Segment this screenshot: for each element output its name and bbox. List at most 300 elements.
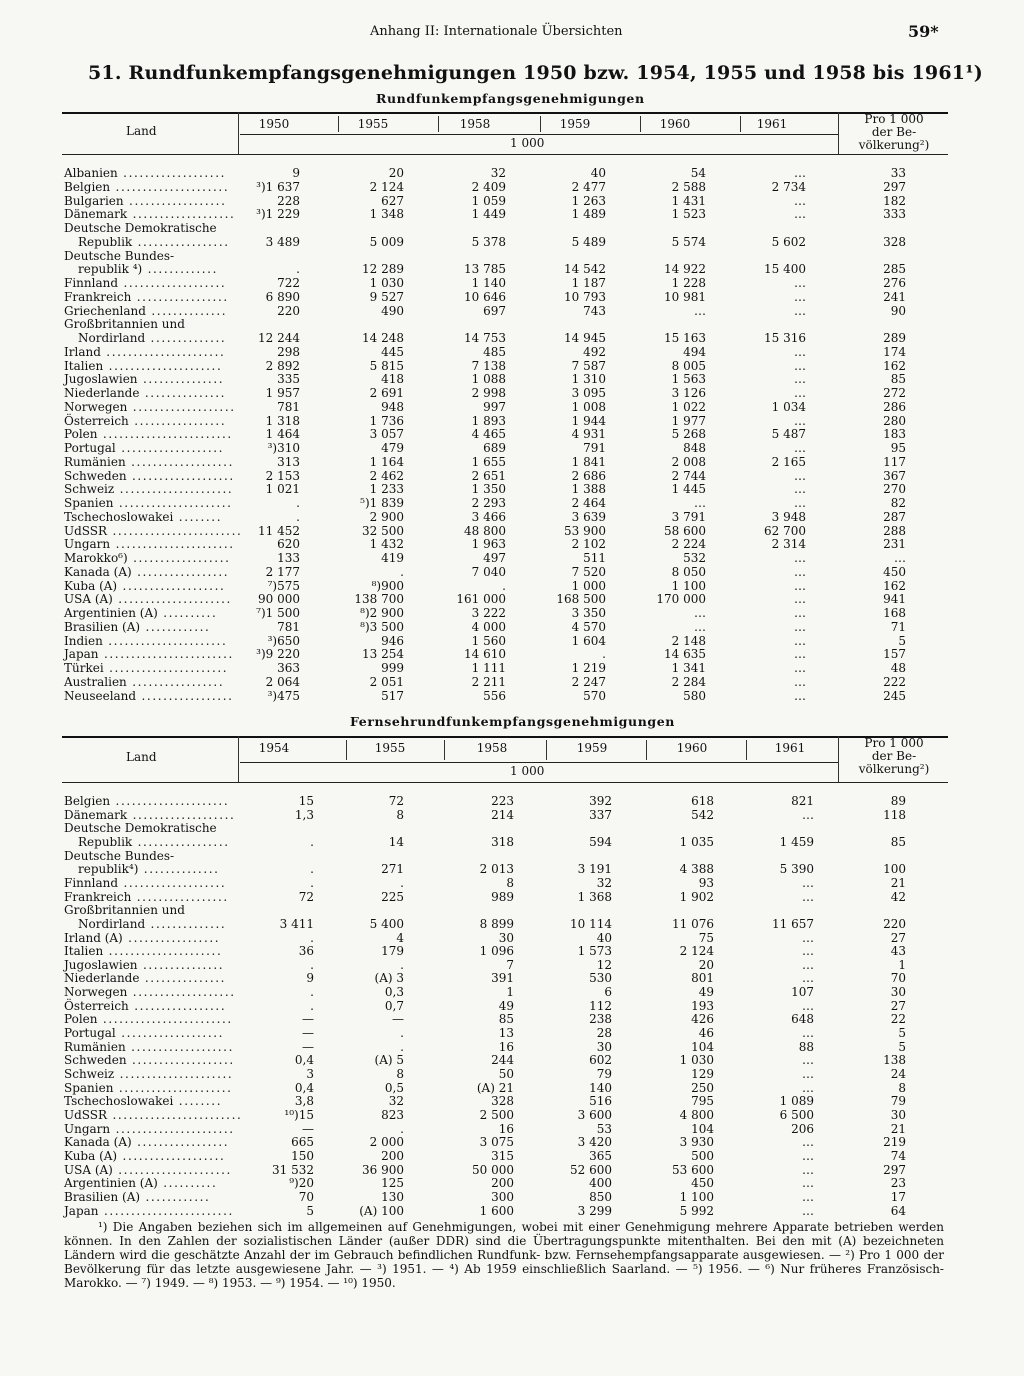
table-cell: 492	[583, 344, 606, 359]
table-cell: 2 462	[369, 468, 404, 483]
table-cell: 1 841	[571, 454, 606, 469]
table-cell: 2 224	[671, 537, 706, 552]
table-cell: 250	[691, 1080, 714, 1095]
country-name: Griechenland	[64, 303, 146, 318]
country-label	[64, 808, 235, 822]
table-cell: 27	[890, 930, 906, 945]
table-cell: .	[602, 647, 606, 662]
table-cell: 32	[596, 875, 612, 890]
table-cell: …	[794, 674, 806, 689]
table-cell: 14 753	[464, 331, 506, 345]
country-name: Indien	[64, 633, 103, 648]
table-cell: 8	[506, 875, 514, 890]
country-name: Brasilien (A)	[64, 1189, 141, 1204]
country-name: Jugoslawien	[64, 372, 138, 387]
country-name: Republik	[78, 834, 133, 849]
column-rule	[338, 116, 339, 132]
country-name: Österreich	[64, 413, 129, 428]
table-cell: 79	[596, 1067, 612, 1081]
table-cell: 1 228	[671, 276, 706, 290]
table-cell: .	[296, 496, 300, 510]
table-cell: …	[794, 207, 806, 222]
country-label	[78, 235, 230, 249]
country-name: Albanien	[64, 166, 118, 180]
country-name: Spanien	[64, 1080, 114, 1095]
table-cell: 1 263	[571, 193, 606, 208]
table-cell: 200	[491, 1176, 514, 1191]
leader-dots: ..............	[145, 916, 227, 931]
year-header: 1958	[459, 117, 491, 131]
table-cell: 289	[883, 331, 906, 345]
table-cell: 3 791	[671, 509, 706, 524]
table-cell: 3	[306, 1067, 314, 1081]
leader-dots: ..............	[145, 303, 228, 318]
leader-dots: ..........	[157, 606, 218, 620]
table-cell: 0,4	[294, 1080, 314, 1095]
leader-dots: .....................	[113, 496, 233, 510]
table-cell: 5 992	[679, 1203, 714, 1218]
table-cell: 1 560	[471, 633, 506, 648]
table-cell: 1 348	[369, 207, 404, 222]
table-cell: 79	[890, 1094, 906, 1109]
table-cell: 335	[277, 372, 300, 387]
table-cell: 941	[883, 592, 906, 607]
table-cell: 222	[883, 674, 906, 689]
country-name: republik⁴)	[78, 862, 139, 877]
table-cell: 49	[698, 985, 714, 1000]
country-label	[64, 317, 185, 331]
table-cell: 5 489	[571, 234, 606, 249]
country-label	[64, 510, 222, 524]
table-cell: ⁷)1 500	[256, 606, 300, 620]
table-cell: 1 893	[471, 413, 506, 428]
table-cell: —	[302, 1121, 314, 1136]
table-cell: 315	[491, 1148, 514, 1163]
table-cell: 627	[381, 193, 404, 208]
table-cell: …	[794, 303, 806, 318]
table-cell: 14	[388, 834, 404, 849]
table-cell: 8	[396, 807, 404, 822]
table-cell: 1 187	[571, 276, 606, 290]
table-cell: 220	[883, 916, 906, 931]
country-name: Ungarn	[64, 537, 111, 552]
table-cell: 1 059	[471, 193, 506, 208]
table-cell: 82	[890, 496, 906, 510]
country-label	[64, 482, 233, 496]
table-cell: 271	[381, 862, 404, 877]
country-label	[64, 180, 229, 194]
table-cell: 313	[277, 454, 300, 469]
column-rule	[640, 116, 641, 132]
table-cell: 1 111	[471, 661, 506, 675]
table-cell: …	[802, 971, 814, 986]
table-cell: 367	[883, 468, 906, 483]
country-name: Italien	[64, 944, 104, 959]
country-label	[64, 441, 224, 455]
table-cell: 10 646	[464, 289, 506, 304]
country-label	[64, 372, 224, 386]
country-name: Österreich	[64, 998, 129, 1013]
country-name: Jugoslawien	[64, 957, 138, 972]
country-name: Norwegen	[64, 985, 128, 1000]
table-cell: 71	[890, 619, 906, 634]
table-cell: 214	[491, 807, 514, 822]
table-cell: …	[694, 606, 706, 620]
table-cell: 32 500	[362, 523, 404, 538]
table-cell: 1 233	[369, 482, 404, 497]
table-cell: 14 635	[664, 647, 706, 662]
country-name: Kanada (A)	[64, 1135, 132, 1150]
table-cell: 1 089	[779, 1094, 814, 1109]
table-cell: 2 734	[771, 179, 806, 194]
table-cell: 75	[698, 930, 714, 945]
leader-dots: .....................	[112, 1162, 232, 1177]
leader-dots: ......................	[110, 537, 235, 552]
country-label	[64, 290, 229, 304]
table-cell: 138 700	[354, 592, 404, 607]
leader-dots: ........................	[98, 1203, 234, 1218]
table-cell: 9	[306, 971, 314, 986]
table-cell: 4	[396, 930, 404, 945]
table-cell: …	[694, 619, 706, 634]
table-cell: 419	[381, 551, 404, 565]
leader-dots: .................	[131, 289, 229, 304]
table-cell: 4 570	[571, 619, 606, 634]
table-cell: 3 948	[771, 509, 806, 524]
country-label	[64, 675, 224, 689]
table-title: 51. Rundfunkempfangsgenehmigungen 1950 bzw. 1954, 1955 und 1958 bis 1961¹)	[88, 62, 983, 84]
country-name: Türkei	[64, 661, 104, 675]
country-label	[64, 537, 235, 551]
table-cell: 1 944	[571, 413, 606, 428]
section-title-text: Fernsehrundfunkempfangsgenehmigungen	[350, 714, 675, 729]
table-cell: 5 487	[771, 427, 806, 442]
table-cell: 3 466	[471, 509, 506, 524]
country-name: Australien	[64, 674, 127, 689]
country-label	[64, 985, 236, 999]
table-cell: 946	[381, 633, 404, 648]
leader-dots: .....................	[103, 944, 223, 959]
table-cell: 1 035	[679, 834, 714, 849]
leader-dots: .................	[122, 930, 221, 945]
leader-dots: ...................	[127, 807, 236, 822]
country-label	[64, 166, 226, 180]
country-name: Portugal	[64, 1026, 116, 1041]
table-cell: 8	[396, 1067, 404, 1081]
table-cell: ³)9 220	[256, 647, 300, 662]
table-cell: …	[794, 441, 806, 455]
table-cell: …	[802, 1053, 814, 1068]
table-cell: 3 420	[577, 1135, 612, 1150]
country-label	[64, 551, 231, 565]
leader-dots: ...................	[127, 985, 236, 1000]
table-cell: 0,4	[294, 1053, 314, 1068]
footnotes	[64, 1220, 944, 1290]
table-cell: 2 998	[471, 386, 506, 400]
table-cell: ⁹)20	[289, 1176, 314, 1191]
year-header: 1959	[559, 117, 591, 131]
country-label	[64, 579, 225, 593]
table-cell: .	[310, 875, 314, 890]
country-name: USA (A)	[64, 592, 113, 607]
table-cell: 392	[589, 794, 612, 808]
country-label	[64, 565, 229, 579]
country-label	[64, 661, 228, 675]
country-name: Tschechoslowakei	[64, 1094, 174, 1109]
table-cell: (A) 100	[359, 1203, 404, 1218]
table-cell: …	[694, 496, 706, 510]
table-cell: 445	[381, 344, 404, 359]
table-cell: .	[310, 862, 314, 877]
year-header: 1955	[357, 117, 389, 131]
table-cell: 3 639	[571, 509, 606, 524]
table-cell: 15 316	[764, 331, 806, 345]
table-cell: .	[400, 875, 404, 890]
leader-dots: .................	[131, 1135, 230, 1150]
table-cell: 1 030	[369, 276, 404, 290]
table-cell: 298	[277, 344, 300, 359]
country-name: Argentinien (A)	[64, 1176, 158, 1191]
country-label	[64, 794, 229, 808]
table-cell: …	[794, 551, 806, 565]
table-cell: 297	[883, 1162, 906, 1177]
country-label	[64, 958, 224, 972]
table-cell: 162	[883, 358, 906, 373]
table-cell: 219	[883, 1135, 906, 1150]
leader-dots: ......................	[100, 344, 226, 359]
table-cell: 5	[306, 1203, 314, 1218]
leader-dots: ........	[173, 1094, 223, 1109]
country-label	[64, 1067, 233, 1081]
year-header: 1955	[374, 741, 406, 755]
table-cell: 516	[589, 1094, 612, 1109]
table-cell: 270	[883, 482, 906, 497]
table-cell: 791	[583, 441, 606, 455]
table-cell: 418	[381, 372, 404, 387]
table-cell: 1 432	[369, 537, 404, 552]
table-cell: 11 076	[672, 916, 714, 931]
table-cell: 2 153	[265, 468, 300, 483]
table-cell: 30	[890, 1107, 906, 1122]
table-cell: 2 409	[471, 179, 506, 194]
country-name: Norwegen	[64, 399, 128, 414]
table-cell: 288	[883, 523, 906, 538]
table-cell: 5 009	[369, 234, 404, 249]
table-cell: 104	[691, 1039, 714, 1054]
table-cell: 5	[898, 633, 906, 648]
table-cell: 3 191	[577, 862, 612, 877]
table-cell: …	[794, 592, 806, 607]
leader-dots: ...............	[137, 957, 225, 972]
table-cell: 328	[491, 1094, 514, 1109]
column-rule	[838, 736, 839, 782]
table-cell: 7 138	[471, 358, 506, 373]
table-cell: 689	[483, 441, 506, 455]
leader-dots: .................	[128, 998, 227, 1013]
table-cell: 297	[883, 179, 906, 194]
table-cell: 85	[890, 372, 906, 387]
table-cell: 244	[491, 1053, 514, 1068]
table-cell: ⁸)3 500	[360, 619, 404, 634]
table-cell: .	[296, 262, 300, 277]
table-cell: 1 523	[671, 207, 706, 222]
table-cell: 238	[589, 1012, 612, 1027]
table-cell: 365	[589, 1148, 612, 1163]
table-cell: 193	[691, 998, 714, 1013]
leader-dots: .....................	[113, 1080, 233, 1095]
table-cell: …	[802, 875, 814, 890]
country-name: Dänemark	[64, 807, 128, 822]
leader-dots: .....................	[110, 794, 230, 808]
leader-dots: .................	[131, 564, 230, 579]
country-name: UdSSR	[64, 523, 108, 538]
table-cell: 1 464	[265, 427, 300, 442]
country-label	[64, 944, 222, 958]
country-name: Ungarn	[64, 1121, 111, 1136]
country-name: UdSSR	[64, 1107, 108, 1122]
table-cell: 42	[890, 889, 906, 904]
table-cell: 272	[883, 386, 906, 400]
table-cell: .	[310, 930, 314, 945]
table-cell: 3 600	[577, 1107, 612, 1122]
table-cell: 2 211	[471, 674, 506, 689]
table-cell: 1 350	[471, 482, 506, 497]
table-cell: 90 000	[258, 592, 300, 607]
table-cell: 9 527	[369, 289, 404, 304]
table-cell: 10 981	[664, 289, 706, 304]
leader-dots: ...................	[126, 1053, 235, 1068]
table-cell: 2 691	[369, 386, 404, 400]
table-cell: 179	[381, 944, 404, 959]
table-cell: 107	[791, 985, 814, 1000]
leader-dots: ...................	[115, 1026, 225, 1041]
footnote-text: ¹) Die Angaben beziehen sich im allgemeinen auf Genehmigungen, wobei mit einer Genehmigung mehrere Apparate betrieben werden können. In den Zahlen der sozialistischen Länder (außer DDR) sind die Übertragungspunkte mitenthalten. Bei den mit (A) bezeichneten Ländern wird die geschätzte Anzahl der im Gebrauch befindlichen Rundfunk- bzw. Fernsehempfangsapparate ausgewiesen. — ²) Pro 1 000 der Bevölkerung für das letzte ausgewiesene Jahr. — ³) 1951. — ⁴) Ab 1959 einschließlich Saarland. — ⁵) 1956. — ⁶) Nur früheres Französisch-Marokko. — ⁷) 1949. — ⁸) 1953. — ⁹) 1954. — ¹⁰) 1950.	[64, 1220, 944, 1290]
table-cell: 183	[883, 427, 906, 442]
country-label	[64, 359, 222, 373]
table-cell: 53 600	[672, 1162, 714, 1177]
leader-dots: ...................	[117, 1148, 226, 1163]
leader-dots: .....................	[110, 179, 230, 194]
table-cell: ³)650	[267, 633, 300, 648]
table-cell: …	[794, 276, 806, 290]
leader-dots: ..........	[157, 1176, 218, 1191]
table-cell: 53 900	[564, 523, 606, 538]
table-cell: 54	[690, 166, 706, 180]
table-cell: 14 542	[564, 262, 606, 277]
country-name: Großbritannien und	[64, 317, 185, 332]
table-cell: 231	[883, 537, 906, 552]
leader-dots: ...............	[139, 971, 227, 986]
table-cell: 161 000	[456, 592, 506, 607]
table-cell: 140	[589, 1080, 612, 1095]
table-cell: 8 899	[479, 916, 514, 931]
table-cell: 23	[890, 1176, 906, 1191]
table-cell: 3 930	[679, 1135, 714, 1150]
table-cell: 2 064	[265, 674, 300, 689]
table-cell: 22	[890, 1012, 906, 1027]
table-cell: 206	[791, 1121, 814, 1136]
table-cell: 4 000	[471, 619, 506, 634]
country-name: Deutsche Demokratische	[64, 221, 217, 235]
table-cell: 50	[498, 1067, 514, 1081]
country-name: Nordirland	[78, 916, 146, 931]
table-cell: 5 574	[671, 234, 706, 249]
table-cell: 150	[291, 1148, 314, 1163]
table-cell: 2 247	[571, 674, 606, 689]
table-cell: 12	[596, 957, 612, 972]
country-label	[64, 427, 233, 441]
unit-header: 1 000	[510, 136, 545, 150]
table-cell: 228	[277, 193, 300, 208]
table-cell: 53	[596, 1121, 612, 1136]
table-cell: 2 477	[571, 179, 606, 194]
leader-dots: ........................	[97, 427, 233, 442]
table-cell: 1 140	[471, 276, 506, 290]
table-cell: 6	[604, 985, 612, 1000]
table-cell: .	[310, 834, 314, 849]
table-cell: .	[310, 985, 314, 1000]
country-label	[64, 1135, 229, 1149]
table-cell: 168	[883, 606, 906, 620]
country-name: Deutsche Bundes-	[64, 248, 175, 263]
table-cell: 8 005	[671, 358, 706, 373]
table-cell: …	[794, 688, 806, 703]
table-cell: 333	[883, 207, 906, 222]
table-cell: …	[794, 166, 806, 180]
country-name: Nordirland	[78, 331, 146, 345]
table-cell: 223	[491, 794, 514, 808]
table-cell: 3 095	[571, 386, 606, 400]
table-cell: 112	[589, 998, 612, 1013]
table-cell: 74	[890, 1148, 906, 1163]
column-rule	[646, 740, 647, 760]
country-name: Belgien	[64, 794, 111, 808]
country-label	[64, 971, 226, 985]
table-cell: 542	[691, 807, 714, 822]
table-cell: .	[502, 578, 506, 593]
table-cell: ³)1 637	[256, 179, 300, 194]
table-cell: 1 318	[265, 413, 300, 428]
year-header: 1954	[258, 741, 290, 755]
table-cell: …	[802, 889, 814, 904]
table-cell: 580	[683, 688, 706, 703]
country-name: Argentinien (A)	[64, 606, 158, 620]
column-rule	[438, 116, 439, 132]
table-cell: 5 390	[779, 862, 814, 877]
table-cell: 697	[483, 303, 506, 318]
table-cell: ¹⁰)15	[284, 1107, 314, 1122]
table-cell: …	[802, 957, 814, 972]
table-cell: 1 034	[771, 399, 806, 414]
table-cell: 1 445	[671, 482, 706, 497]
leader-dots: .................	[132, 234, 230, 249]
table-cell: …	[794, 619, 806, 634]
leader-dots: ........................	[98, 647, 234, 662]
table-cell: 85	[498, 1012, 514, 1027]
country-name: Schweden	[64, 1053, 127, 1068]
table-cell: 1	[506, 985, 514, 1000]
table-cell: 850	[589, 1189, 612, 1204]
country-name: Irland (A)	[64, 930, 123, 945]
table-cell: (A) 5	[374, 1053, 404, 1068]
table-cell: (A) 3	[374, 971, 404, 986]
table-cell: 52 600	[570, 1162, 612, 1177]
table-cell: 40	[590, 166, 606, 180]
table-cell: 1 368	[577, 889, 612, 904]
leader-dots: ...............	[137, 372, 225, 387]
table-cell: 280	[883, 413, 906, 428]
leader-dots: ............	[140, 619, 211, 634]
